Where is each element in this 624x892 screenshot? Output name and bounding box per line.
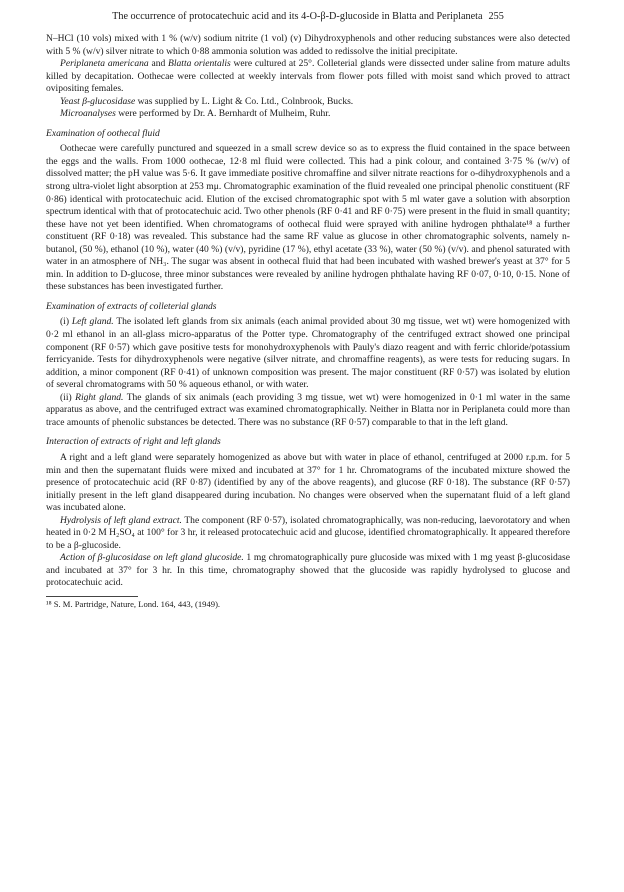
running-head-title: The occurrence of protocatechuic acid and its 4-O-β-D-glucoside in Blatta and Periplaneta — [112, 11, 483, 22]
species-blatta: Blatta orientalis — [168, 58, 231, 70]
paragraph-left-gland: (i) Left gland. The isolated left glands from six animals (each animal provided about 30 mg tissue, wet wt) were homogenized with 0·2 ml ethanol in an all-glass micro-apparatus of the Potter type. Chromatography of the centrifuged extract showed one principal component (RF 0·57) which gave positive tests for monohydroxyphenols with Pauly's diazo reagent and with ferric chloride/potassium ferricyanide. Tests for dihydroxyphenols were negative (silver nitrate, and chromaffine reagents), as were tests for reducing sugars. In addition, a minor component (RF 0·41) of unknown composition was present. The major constituent (RF 0·57) was isolated by elution of several chromatograms with 50 % aqueous ethanol, or with water. — [46, 316, 570, 391]
left-gland-title: Left gland. — [71, 316, 114, 328]
section-body-oothecal: Oothecae were carefully punctured and squeezed in a small screw device so as to express the fluid contained in the space between the eggs and the walls. From 1000 oothecae, 12·8 ml fluid were collected. This had a pink colour, and contained 3·75 % (w/v) of dissolved matter; the pH value was 5·6. It gave immediate positive chromaffine and silver nitrate reactions for o-dihydroxyphenols and a strong ultra-violet light absorption at 253 mμ. Chromatographic examination of the fluid revealed one principal phenolic constituent (RF 0·86) identical with protocatechuic acid. Elution of the excised chromatographic spot with 5 ml water gave a solution with absorption spectrum identical with that of protocatechuic acid. Two other phenols (RF 0·41 and RF 0·75) were present in the fluid in small quantity; these have not yet been identified. When chromatograms of oothecal fluid were sprayed with aniline hydrogen phthalate¹⁸ a further constituent (RF 0·18) was revealed. This substance had the same RF value as glucose in other chromatographic solvents, namely n-butanol, (50 %), ethanol (10 %), water (40 %) (v/v), pyridine (17 %), ethyl acetate (33 %), water (50 %) (v/v). and phenol saturated with water in an atmosphere of NH₃. The sugar was absent in oothecal fluid that had been incubated with washed brewer's yeast at 37° for 5 min. In addition to D-glucose, three minor substances were revealed by aniline hydrogen phthalate having RF 0·07, 0·10, 0·15. None of these substances has been investigated further. — [46, 143, 570, 293]
right-gland-title: Right gland. — [75, 391, 124, 403]
paragraph-right-gland: (ii) Right gland. The glands of six animals (each providing 3 mg tissue, wet wt) were homogenized in 0·1 ml water in the same apparatus as above, and the centrifuged extract was examined chromatographically. Neither in Blatta nor in Periplaneta could more than trace amounts of phenolic substances be detected. There was no substance (RF 0·57) comparable to that in the left gland. — [46, 391, 570, 428]
paragraph-reagents: N–HCl (10 vols) mixed with 1 % (w/v) sodium nitrite (1 vol) (v) Dihydroxyphenols and other reducing substances were also detected with 5 % (w/v) silver nitrate to which 0·88 ammonia solution was added to redissolve the initial precipitate. — [46, 33, 570, 57]
page-number: 255 — [488, 11, 504, 22]
running-head — [46, 10, 570, 24]
species-periplaneta: Periplaneta americana — [60, 58, 149, 70]
section-heading-oothecal: Examination of oothecal fluid — [46, 127, 160, 139]
glucosidase-action-title: Action of β-glucosidase on left gland glucoside. — [60, 552, 244, 564]
footnote-rule — [46, 596, 138, 597]
hydrolysis-title: Hydrolysis of left gland extract. — [60, 514, 182, 526]
footnote: ¹⁸ S. M. Partridge, Nature, Lond. 164, 443, (1949). — [46, 598, 221, 609]
paragraph-culture: Periplaneta americana and Blatta orientalis were cultured at 25°. Colleterial glands were dissected under saline from mature adults killed by decapitation. Oothecae were collected at weekly intervals from flower pots filled with moist sand which proved to attract ovipositing females. — [46, 58, 570, 95]
paragraph-hydrolysis: Hydrolysis of left gland extract. The component (RF 0·57), isolated chromatographically, was non-reducing, laevorotatory and when heated in 0·2 M H₂SO₄ at 100° for 3 hr, it released protocatechuic acid and glucose, identified chromatographically. It appeared therefore to be a β-glucoside. — [46, 514, 571, 551]
section-heading-colleterial: Examination of extracts of colleterial glands — [46, 300, 217, 312]
section-body-interaction: A right and a left gland were separately homogenized as above but with water in place of ethanol, centrifuged at 2000 r.p.m. for 5 min and then the supernatant fluids were mixed and incubated at 37° for 1 hr. Chromatograms of the incubated mixture showed the presence of protocatechuic acid (RF 0·87) (identified by any of the above reagents), and glucose (RF 0·18). The substance (RF 0·57) initially present in the left gland disappeared during incubation. No changes were observed when the supernatant fluid of a left gland was incubated alone. — [46, 451, 570, 514]
paragraph-microanalyses: Microanalyses were performed by Dr. A. Bernhardt of Mulheim, Ruhr. — [60, 108, 331, 120]
paragraph-glucosidase-source: Yeast β-glucosidase was supplied by L. Light & Co. Ltd., Colnbrook, Bucks. — [60, 95, 354, 107]
section-heading-interaction: Interaction of extracts of right and left glands — [46, 436, 221, 448]
paragraph-glucosidase-action: Action of β-glucosidase on left gland glucoside. 1 mg chromatographically pure glucoside was mixed with 1 mg yeast β-glucosidase and incubated at 37° for 3 hr. In this time, chromatography showed that the glucoside was rapidly hydrolysed to glucose and protocatechuic acid. — [46, 552, 570, 589]
